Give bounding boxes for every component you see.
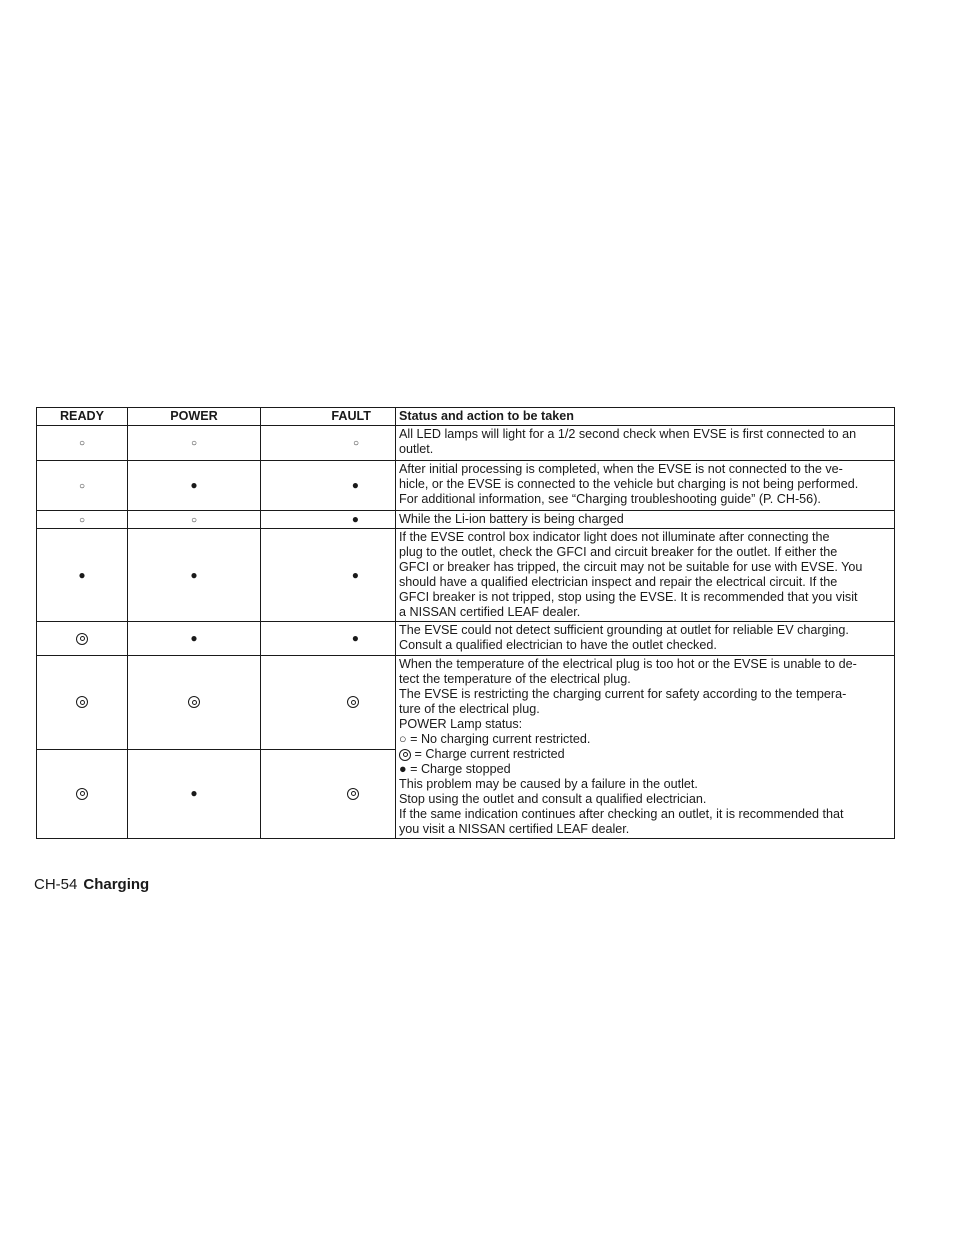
- lamp-on-icon: ●: [190, 786, 198, 801]
- power-lamp-cell: [128, 622, 261, 656]
- blinking-lamp-icon: [347, 696, 359, 708]
- power-lamp-cell: [128, 426, 261, 461]
- fault-lamp-cell: [261, 426, 396, 461]
- lamp-off-icon: ○: [78, 438, 86, 449]
- fault-lamp-cell: [261, 749, 396, 839]
- description-line: POWER Lamp status:: [399, 717, 523, 731]
- header-ready: READY: [37, 408, 128, 426]
- description-line: Consult a qualified electrician to have the outlet checked.: [399, 638, 717, 652]
- power-lamp-cell: [128, 461, 261, 511]
- power-lamp-cell: [128, 656, 261, 750]
- lamp-on-icon: ●: [351, 512, 359, 526]
- ready-lamp-cell: [37, 461, 128, 511]
- header-power: POWER: [128, 408, 261, 426]
- header-fault: FAULT: [261, 408, 396, 426]
- description-line: Stop using the outlet and consult a qualified electrician.: [399, 792, 707, 806]
- table-row: [37, 529, 895, 622]
- status-description: [396, 461, 895, 511]
- description-line: tect the temperature of the electrical plug.: [399, 672, 631, 686]
- lamp-on-icon: ●: [351, 631, 359, 645]
- blinking-lamp-icon: [399, 749, 411, 761]
- ready-lamp-cell: [37, 529, 128, 622]
- lamp-on-icon: ●: [351, 478, 359, 492]
- lamp-off-icon: ○: [78, 514, 86, 526]
- lamp-on-icon: ●: [190, 631, 198, 645]
- blink-legend-text: = Charge current restricted: [414, 747, 565, 761]
- lamp-off-icon: ○: [352, 438, 359, 449]
- description-line: plug to the outlet, check the GFCI and circuit breaker for the outlet. If either the: [399, 545, 838, 559]
- table-row: [37, 622, 895, 656]
- table-row: [37, 656, 895, 750]
- header-status-action: Status and action to be taken: [396, 408, 895, 426]
- description-line: The EVSE is restricting the charging current for safety according to the tempera-: [399, 687, 847, 701]
- lamp-on-icon: ●: [190, 478, 198, 492]
- table-row: [37, 461, 895, 511]
- description-line: The EVSE could not detect sufficient grounding at outlet for reliable EV charging.: [399, 623, 849, 637]
- description-line: you visit a NISSAN certified LEAF dealer.: [399, 822, 630, 836]
- description-line: GFCI breaker is not tripped, stop using the EVSE. It is recommended that you visit: [399, 590, 858, 604]
- ready-lamp-cell: [37, 656, 128, 750]
- description-line: [399, 747, 890, 762]
- description-line: When the temperature of the electrical plug is too hot or the EVSE is unable to de-: [399, 657, 857, 671]
- page-footer: [34, 876, 149, 893]
- ready-lamp-cell: [37, 622, 128, 656]
- blinking-lamp-icon: [347, 788, 359, 800]
- power-lamp-cell: [128, 529, 261, 622]
- description-line: This problem may be caused by a failure in the outlet.: [399, 777, 698, 791]
- status-description: [396, 529, 895, 622]
- power-lamp-cell: [128, 511, 261, 529]
- description-line: should have a qualified electrician inspect and repair the electrical circuit. If the: [399, 575, 838, 589]
- description-line: ture of the electrical plug.: [399, 702, 540, 716]
- ready-lamp-cell: [37, 511, 128, 529]
- lamp-on-icon: ●: [78, 567, 86, 582]
- description-line: a NISSAN certified LEAF dealer.: [399, 605, 581, 619]
- lamp-off-icon: ○: [78, 480, 86, 492]
- fault-lamp-cell: [261, 511, 396, 529]
- table-row: [37, 511, 895, 529]
- fault-lamp-cell: [261, 622, 396, 656]
- status-description: [396, 426, 895, 461]
- status-description: [396, 511, 895, 529]
- fault-lamp-cell: [261, 461, 396, 511]
- lamp-on-icon: ●: [351, 567, 359, 582]
- description-line: If the EVSE control box indicator light does not illuminate after connecting the: [399, 530, 830, 544]
- lamp-off-icon: ○: [190, 438, 198, 449]
- ready-lamp-cell: [37, 426, 128, 461]
- description-line: ● = Charge stopped: [399, 762, 511, 776]
- fault-lamp-cell: [261, 656, 396, 750]
- ready-lamp-cell: [37, 749, 128, 839]
- lamp-status-table: [36, 407, 895, 839]
- section-title: Charging: [83, 876, 150, 893]
- blinking-lamp-icon: [188, 696, 200, 708]
- description-line: For additional information, see “Charging troubleshooting guide” (P. CH-56).: [399, 492, 821, 506]
- description-line: GFCI or breaker has tripped, the circuit may not be suitable for use with EVSE. You: [399, 560, 863, 574]
- lamp-off-icon: ○: [190, 514, 198, 526]
- description-line: While the Li-ion battery is being charged: [399, 512, 624, 526]
- description-line: ○ = No charging current restricted.: [399, 732, 591, 746]
- lamp-on-icon: ●: [190, 567, 198, 582]
- blinking-lamp-icon: [76, 788, 88, 800]
- fault-lamp-cell: [261, 529, 396, 622]
- description-line: If the same indication continues after checking an outlet, it is recommended that: [399, 807, 844, 821]
- table-row: [37, 426, 895, 461]
- table-header-row: [37, 408, 895, 426]
- blinking-lamp-icon: [76, 696, 88, 708]
- description-line: All LED lamps will light for a 1/2 second check when EVSE is first connected to an: [399, 427, 857, 441]
- description-line: outlet.: [399, 442, 434, 456]
- status-description: [396, 622, 895, 656]
- page-number: CH-54: [34, 876, 78, 893]
- blinking-lamp-icon: [76, 633, 88, 645]
- status-description: [396, 656, 895, 839]
- power-lamp-cell: [128, 749, 261, 839]
- description-line: After initial processing is completed, when the EVSE is not connected to the ve-: [399, 462, 843, 476]
- description-line: hicle, or the EVSE is connected to the vehicle but charging is not being performed.: [399, 477, 859, 491]
